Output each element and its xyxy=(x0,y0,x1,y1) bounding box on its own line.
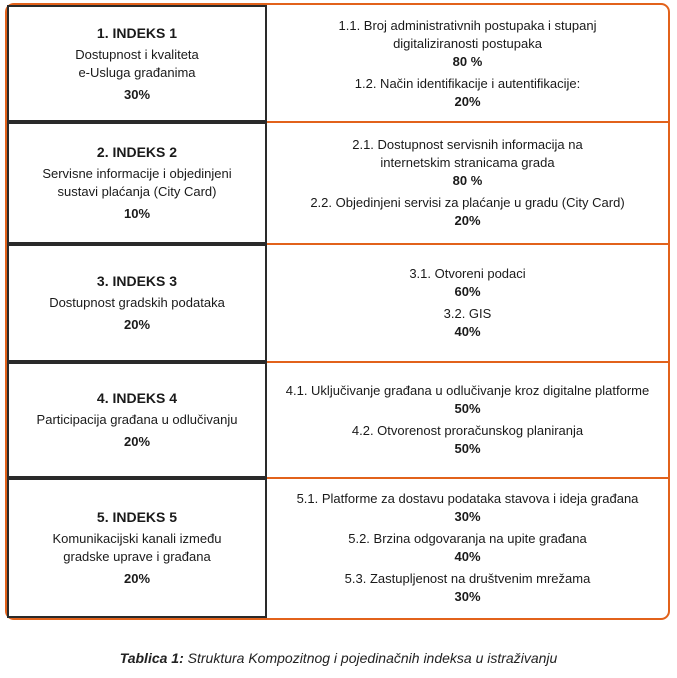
index-name-line: Servisne informacije i objedinjeni xyxy=(42,166,232,181)
subindex-label: 4.2. Otvorenost proračunskog planiranja xyxy=(351,423,584,438)
subindex-label: 1.1. Broj administrativnih postupaka i stupanj xyxy=(338,17,597,33)
caption-text: Struktura Kompozitnog i pojedinačnih indeksa u istraživanju xyxy=(183,650,558,666)
subindex-label: 5.2. Brzina odgovaranja na upite građana xyxy=(348,531,587,546)
index-title: 5. INDEKS 5 xyxy=(96,509,178,525)
subindex-weight: 30% xyxy=(454,589,481,604)
index-name xyxy=(52,530,221,566)
subindex-weight: 20% xyxy=(454,93,481,109)
index-name-line: e-Usluga građanima xyxy=(78,64,196,80)
subindex-cell-4 xyxy=(267,362,668,478)
index-structure-table xyxy=(5,3,670,620)
index-cell-2 xyxy=(7,122,267,244)
subindex-label: 5.1. Platforme za dostavu podataka stavova i ideja građana xyxy=(296,491,639,506)
subindex-label: internetskim stranicama grada xyxy=(380,155,555,170)
index-title: 1. INDEKS 1 xyxy=(96,24,178,41)
subindex-label: 3.1. Otvoreni podaci xyxy=(409,266,526,281)
subindex-label: 1.2. Način identifikacije i autentifikacije: xyxy=(354,75,581,91)
index-name-line: sustavi plaćanja (City Card) xyxy=(57,184,217,199)
subindex-weight: 80 % xyxy=(452,53,483,69)
index-name-line: gradske uprave i građana xyxy=(63,549,211,564)
index-cell-3 xyxy=(7,244,267,362)
index-cell-1 xyxy=(7,5,267,122)
index-name-line: Participacija građana u odlučivanju xyxy=(36,412,238,427)
index-name xyxy=(49,294,225,312)
index-name xyxy=(37,411,238,429)
subindex-weight: 50% xyxy=(454,401,481,416)
subindex-label: 5.3. Zastupljenost na društvenim mrežama xyxy=(344,571,591,586)
subindex-label: 2.1. Dostupnost servisnih informacija na xyxy=(352,137,583,152)
index-name-line: Komunikacijski kanali između xyxy=(52,531,222,546)
index-cell-5 xyxy=(7,478,267,618)
index-weight: 10% xyxy=(123,206,151,221)
index-title: 4. INDEKS 4 xyxy=(96,390,178,406)
index-name-line: Dostupnost i kvaliteta xyxy=(75,46,199,62)
subindex-weight: 20% xyxy=(454,213,481,228)
subindex-weight: 50% xyxy=(454,441,481,456)
index-weight: 30% xyxy=(123,86,151,102)
subindex-cell-1 xyxy=(267,5,668,122)
subindex-cell-2 xyxy=(267,122,668,244)
index-name xyxy=(75,46,199,82)
subindex-cell-5 xyxy=(267,478,668,618)
table-caption xyxy=(0,650,677,666)
index-cell-4 xyxy=(7,362,267,478)
subindex-label: 2.2. Objedinjeni servisi za plaćanje u gradu (City Card) xyxy=(310,195,625,210)
index-name-line: Dostupnost gradskih podataka xyxy=(49,295,225,310)
subindex-weight: 80 % xyxy=(452,173,483,188)
caption-label: Tablica 1: xyxy=(119,650,184,666)
index-title: 2. INDEKS 2 xyxy=(96,144,178,160)
subindex-weight: 40% xyxy=(454,549,481,564)
index-title: 3. INDEKS 3 xyxy=(96,273,178,289)
index-weight: 20% xyxy=(123,317,151,332)
subindex-label: 4.1. Uključivanje građana u odlučivanje kroz digitalne platforme xyxy=(285,383,650,398)
subindex-weight: 40% xyxy=(454,324,481,339)
index-name xyxy=(42,165,231,201)
subindex-weight: 60% xyxy=(454,284,481,299)
subindex-label: digitaliziranosti postupaka xyxy=(393,35,542,51)
subindex-cell-3 xyxy=(267,244,668,362)
index-weight: 20% xyxy=(123,571,151,586)
index-weight: 20% xyxy=(123,434,151,449)
subindex-weight: 30% xyxy=(454,509,481,524)
subindex-label: 3.2. GIS xyxy=(443,306,492,321)
